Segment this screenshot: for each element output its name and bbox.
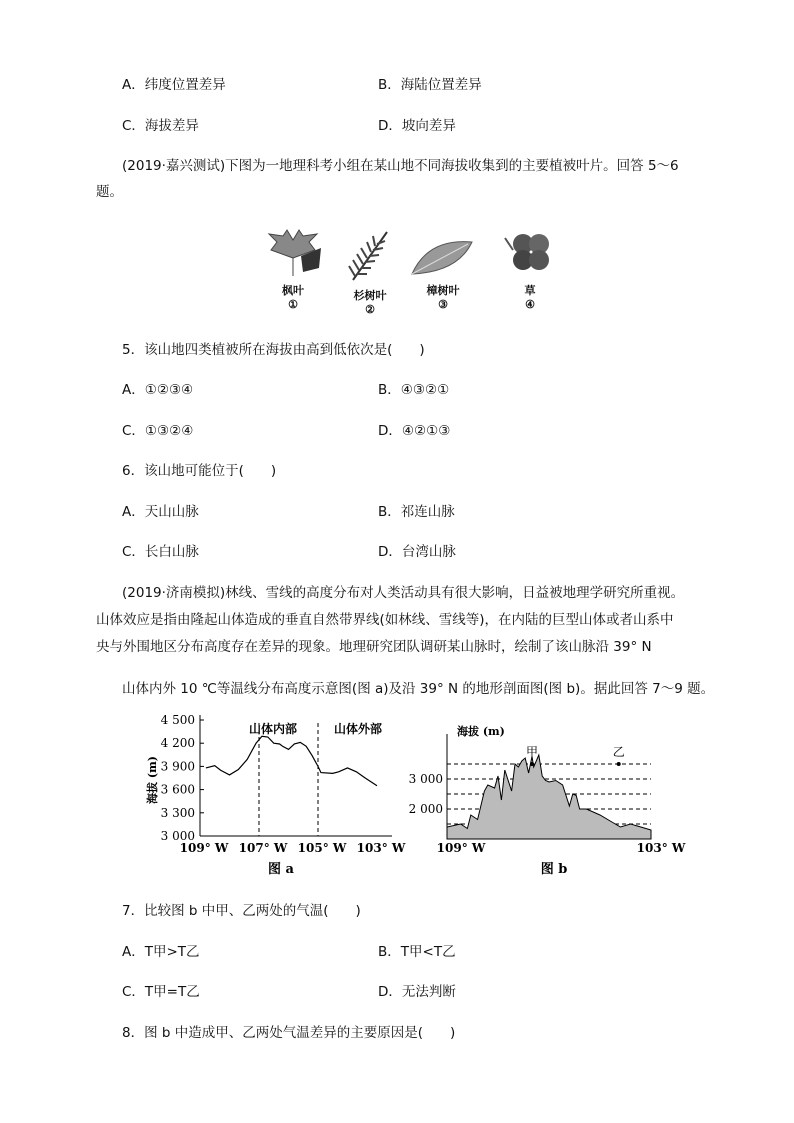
y-tick-label: 3 900 (160, 759, 195, 774)
leaf-fir: 杉树叶 ② (335, 228, 405, 316)
q7-option-c[interactable]: C．T甲=T乙 (122, 984, 200, 1000)
q6-option-a[interactable]: A．天山山脉 (122, 504, 199, 520)
y-tick-label: 4 500 (160, 713, 195, 727)
y-tick-label: 3 000 (160, 829, 195, 843)
q4-option-d[interactable]: D．坡向差异 (378, 118, 456, 134)
q4-option-b[interactable]: B．海陆位置差异 (378, 77, 482, 93)
intro-7-9-line2: 山体效应是指由隆起山体造成的垂直自然带界线(如林线、雪线等)，在内陆的巨型山体或者山系中 (96, 612, 674, 628)
q5-option-d[interactable]: D．④②①③ (378, 423, 451, 439)
y-tick-label: 3 600 (160, 782, 195, 797)
y-axis-label: 海拔 (m) (457, 725, 505, 738)
point-marker (530, 762, 534, 766)
q7-option-d[interactable]: D．无法判断 (378, 984, 456, 1000)
intro-5-6-cont: 题。 (96, 184, 123, 200)
q7-option-a[interactable]: A．T甲>T乙 (122, 944, 200, 960)
x-tick-label: 109° W (179, 841, 229, 855)
intro-7-9-line4: 山体内外 10 ℃等温线分布高度示意图(图 a)及沿 39° N 的地形剖面图(图 b)。据此回答 7～9 题。 (122, 681, 715, 697)
x-tick-label: 103° W (636, 841, 686, 855)
x-tick-label: 107° W (238, 841, 288, 855)
q5-stem: 5．该山地四类植被所在海拔由高到低依次是( ) (122, 342, 425, 358)
q7-stem: 7．比较图 b 中甲、乙两处的气温( ) (122, 903, 361, 919)
intro-7-9-line1: (2019·济南模拟)林线、雪线的高度分布对人类活动具有很大影响，日益被地理学研究所重视。 (122, 585, 685, 601)
q6-option-c[interactable]: C．长白山脉 (122, 544, 199, 560)
x-tick-label: 105° W (297, 841, 347, 855)
q6-option-b[interactable]: B．祁连山脉 (378, 504, 455, 520)
q7-option-b[interactable]: B．T甲<T乙 (378, 944, 456, 960)
q4-option-a[interactable]: A．纬度位置差异 (122, 77, 226, 93)
region-label-inner: 山体内部 (248, 722, 298, 736)
x-tick-label: 103° W (356, 841, 406, 855)
intro-5-6: (2019·嘉兴测试)下图为一地理科考小组在某山地不同海拔收集到的主要植被叶片。回答 5～6 (122, 158, 679, 174)
q5-option-c[interactable]: C．①③②④ (122, 423, 194, 439)
chart-b-title: 图 b (540, 862, 568, 877)
region-label-outer: 山体外部 (333, 722, 383, 736)
terrain-profile (447, 755, 651, 839)
q4-option-c[interactable]: C．海拔差异 (122, 118, 199, 134)
y-tick-label: 2 000 (408, 802, 443, 816)
leaf-camphor: 樟树叶 ③ (408, 228, 478, 311)
x-tick-label: 109° W (436, 841, 486, 855)
q6-stem: 6．该山地可能位于( ) (122, 463, 277, 479)
q5-option-b[interactable]: B．④③②① (378, 382, 450, 398)
isotherm-line (206, 736, 377, 785)
chart-a-title: 图 a (268, 862, 294, 877)
leaf-maple: 枫叶 ① (258, 228, 328, 311)
point-label: 甲 (525, 745, 539, 759)
q8-stem: 8．图 b 中造成甲、乙两处气温差异的主要原因是( ) (122, 1025, 456, 1041)
intro-7-9-line3: 央与外围地区分布高度存在差异的现象。地理研究团队调研某山脉时，绘制了该山脉沿 39° N (96, 639, 652, 655)
y-tick-label: 3 000 (408, 772, 443, 786)
y-tick-label: 4 200 (160, 736, 195, 751)
leaf-grass: 草 ④ (495, 228, 565, 311)
point-label: 乙 (612, 745, 625, 759)
y-axis-label: 海拔 (m) (146, 756, 159, 804)
point-marker (617, 762, 621, 766)
q6-option-d[interactable]: D．台湾山脉 (378, 544, 456, 560)
q5-option-a[interactable]: A．①②③④ (122, 382, 194, 398)
y-tick-label: 3 300 (160, 805, 195, 820)
